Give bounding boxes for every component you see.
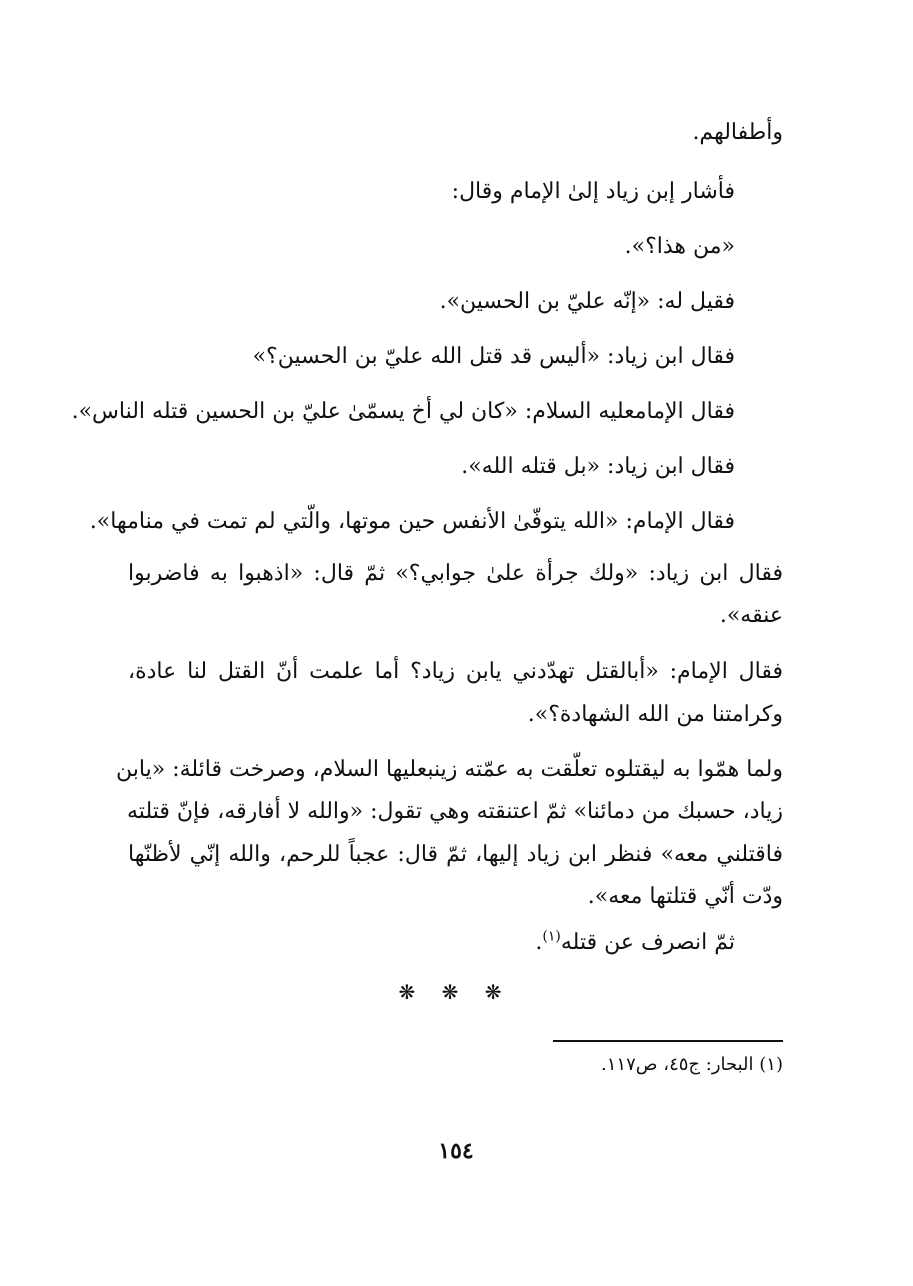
footnote-text: (١) البحار: ج٤٥، ص١١٧. bbox=[601, 1054, 783, 1075]
footnote-divider bbox=[553, 1040, 783, 1042]
text-line-10: عنقه». bbox=[719, 603, 783, 628]
text-line-2: فأشار إبن زياد إلىٰ الإمام وقال: bbox=[451, 179, 735, 204]
text-line-14: زياد، حسبك من دمائنا» ثمّ اعتنقته وهي تقول: «والله لا أفارقه، فإنّ قتلته bbox=[127, 799, 783, 824]
footnote-reference[interactable]: (١) bbox=[542, 928, 561, 945]
text-line-9: فقال ابن زياد: «ولك جرأة علىٰ جوابي؟» ثمّ قال: «اذهبوا به فاضربوا bbox=[128, 561, 783, 586]
text-line-5: فقال ابن زياد: «أليس قد قتل الله عليّ بن الحسين؟» bbox=[252, 344, 735, 369]
text-line-7: فقال ابن زياد: «بل قتله الله». bbox=[461, 454, 735, 479]
text-line-1: وأطفالهم. bbox=[692, 120, 783, 145]
text-line-4: فقيل له: «إنّه عليّ بن الحسين». bbox=[439, 289, 735, 314]
text-line-3: «من هذا؟». bbox=[624, 234, 735, 259]
text-line-17-period: . bbox=[535, 930, 543, 955]
text-line-8: فقال الإمام: «الله يتوفّىٰ الأنفس حين موتها، والّتي لم تمت في منامها». bbox=[89, 509, 735, 534]
text-line-17 bbox=[535, 928, 735, 958]
page-number: ١٥٤ bbox=[438, 1138, 474, 1164]
text-line-11: فقال الإمام: «أبالقتل تهدّدني يابن زياد؟ أما علمت أنّ القتل لنا عادة، bbox=[128, 659, 783, 684]
text-line-12: وكرامتنا من الله الشهادة؟». bbox=[527, 702, 783, 727]
text-line-17-body: ثمّ انصرف عن قتله bbox=[560, 930, 735, 955]
text-line-13: ولما همّوا به ليقتلوه تعلّقت به عمّته زينبعليها السلام، وصرخت قائلة: «يابن bbox=[116, 757, 783, 782]
section-separator: ❋ ❋ ❋ bbox=[398, 980, 512, 1004]
text-line-6: فقال الإمامعليه السلام: «كان لي أخ يسمّىٰ عليّ بن الحسين قتله الناس». bbox=[71, 399, 735, 424]
text-line-16: ودّت أنّي قتلتها معه». bbox=[587, 884, 783, 909]
text-line-15: فاقتلني معه» فنظر ابن زياد إليها، ثمّ قال: عجباً للرحم، والله إنّي لأظنّها bbox=[128, 842, 783, 867]
